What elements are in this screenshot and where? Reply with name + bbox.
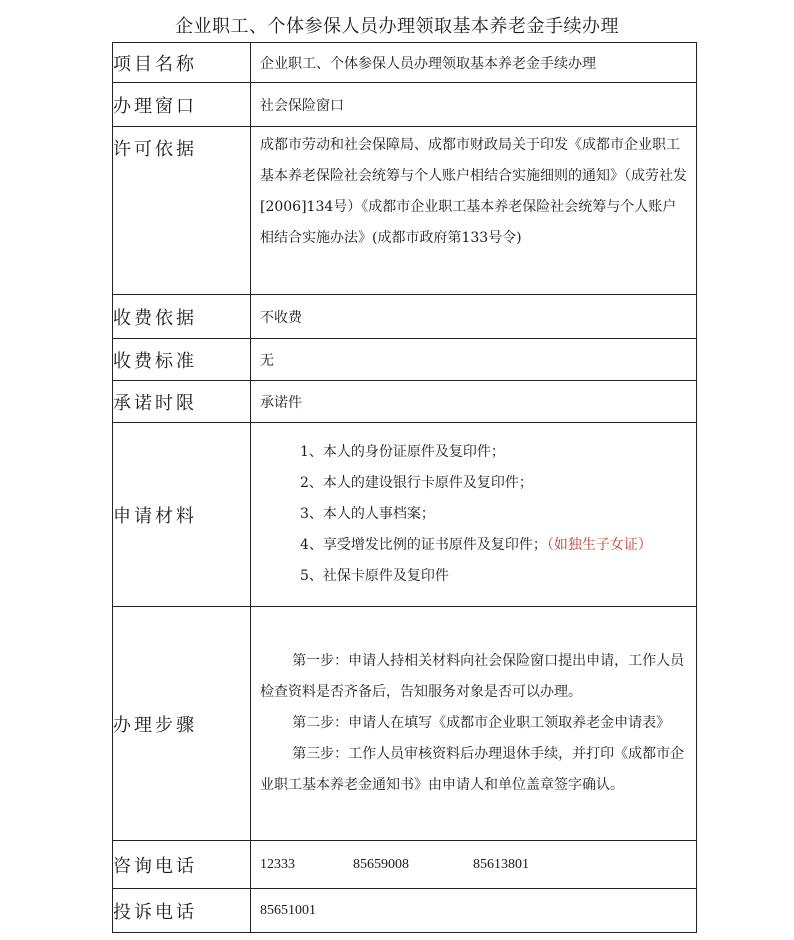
value-complaint: 85651001 bbox=[251, 889, 697, 933]
material-item-text: 4、享受增发比例的证书原件及复印件； bbox=[300, 537, 547, 553]
material-item: 3、本人的人事档案； bbox=[300, 506, 435, 522]
value-project-name: 企业职工、个体参保人员办理领取基本养老金手续办理 bbox=[251, 43, 697, 83]
page-title: 企业职工、个体参保人员办理领取基本养老金手续办理 bbox=[175, 16, 619, 37]
consult-phone: 12333 bbox=[260, 856, 295, 872]
label-window: 办理窗口 bbox=[113, 83, 251, 127]
step-item: 第一步：申请人持相关材料向社会保险窗口提出申请，工作人员检查资料是否齐备后，告知服务对象是否可以办理。 bbox=[260, 653, 685, 700]
value-time-limit: 承诺件 bbox=[251, 381, 697, 423]
row-window bbox=[113, 83, 697, 127]
row-steps bbox=[113, 607, 697, 841]
label-steps: 办理步骤 bbox=[113, 607, 251, 841]
material-item: 2、本人的建设银行卡原件及复印件； bbox=[300, 475, 533, 491]
value-basis: 成都市劳动和社会保障局、成都市财政局关于印发《成都市企业职工基本养老保险社会统筹与个人账户相结合实施细则的通知》（成劳社发[2006]134号）《成都市企业职工基本养老保险社会统筹与个人账户相结合实施办法》(成都市政府第133号令) bbox=[260, 137, 687, 246]
label-time-limit: 承诺时限 bbox=[113, 381, 251, 423]
material-item: 5、社保卡原件及复印件 bbox=[300, 568, 449, 584]
material-note: （如独生子女证） bbox=[546, 537, 652, 553]
row-fee-standard bbox=[113, 339, 697, 381]
row-fee-basis bbox=[113, 295, 697, 339]
value-window: 社会保险窗口 bbox=[251, 83, 697, 127]
row-materials bbox=[113, 423, 697, 607]
step-item: 第三步：工作人员审核资料后办理退休手续，并打印《成都市企业职工基本养老金通知书》由申请人和单位盖章签字确认。 bbox=[260, 746, 685, 793]
label-complaint: 投诉电话 bbox=[113, 889, 251, 933]
value-fee-standard: 无 bbox=[251, 339, 697, 381]
value-consult bbox=[251, 841, 697, 889]
value-fee-basis: 不收费 bbox=[251, 295, 697, 339]
label-fee-basis: 收费依据 bbox=[113, 295, 251, 339]
row-basis bbox=[113, 127, 697, 295]
label-consult: 咨询电话 bbox=[113, 841, 251, 889]
row-time-limit bbox=[113, 381, 697, 423]
label-fee-standard: 收费标准 bbox=[113, 339, 251, 381]
label-materials: 申请材料 bbox=[113, 423, 251, 607]
row-complaint bbox=[113, 889, 697, 933]
consult-phone: 85613801 bbox=[473, 856, 529, 872]
step-item: 第二步：申请人在填写《成都市企业职工领取养老金申请表》 bbox=[292, 715, 671, 731]
material-item bbox=[260, 530, 690, 561]
consult-phone: 85659008 bbox=[353, 856, 409, 872]
row-consult bbox=[113, 841, 697, 889]
material-item: 1、本人的身份证原件及复印件； bbox=[300, 444, 505, 460]
service-info-table bbox=[112, 42, 697, 933]
label-project-name: 项目名称 bbox=[113, 43, 251, 83]
row-project-name bbox=[113, 43, 697, 83]
label-basis: 许可依据 bbox=[113, 127, 251, 295]
